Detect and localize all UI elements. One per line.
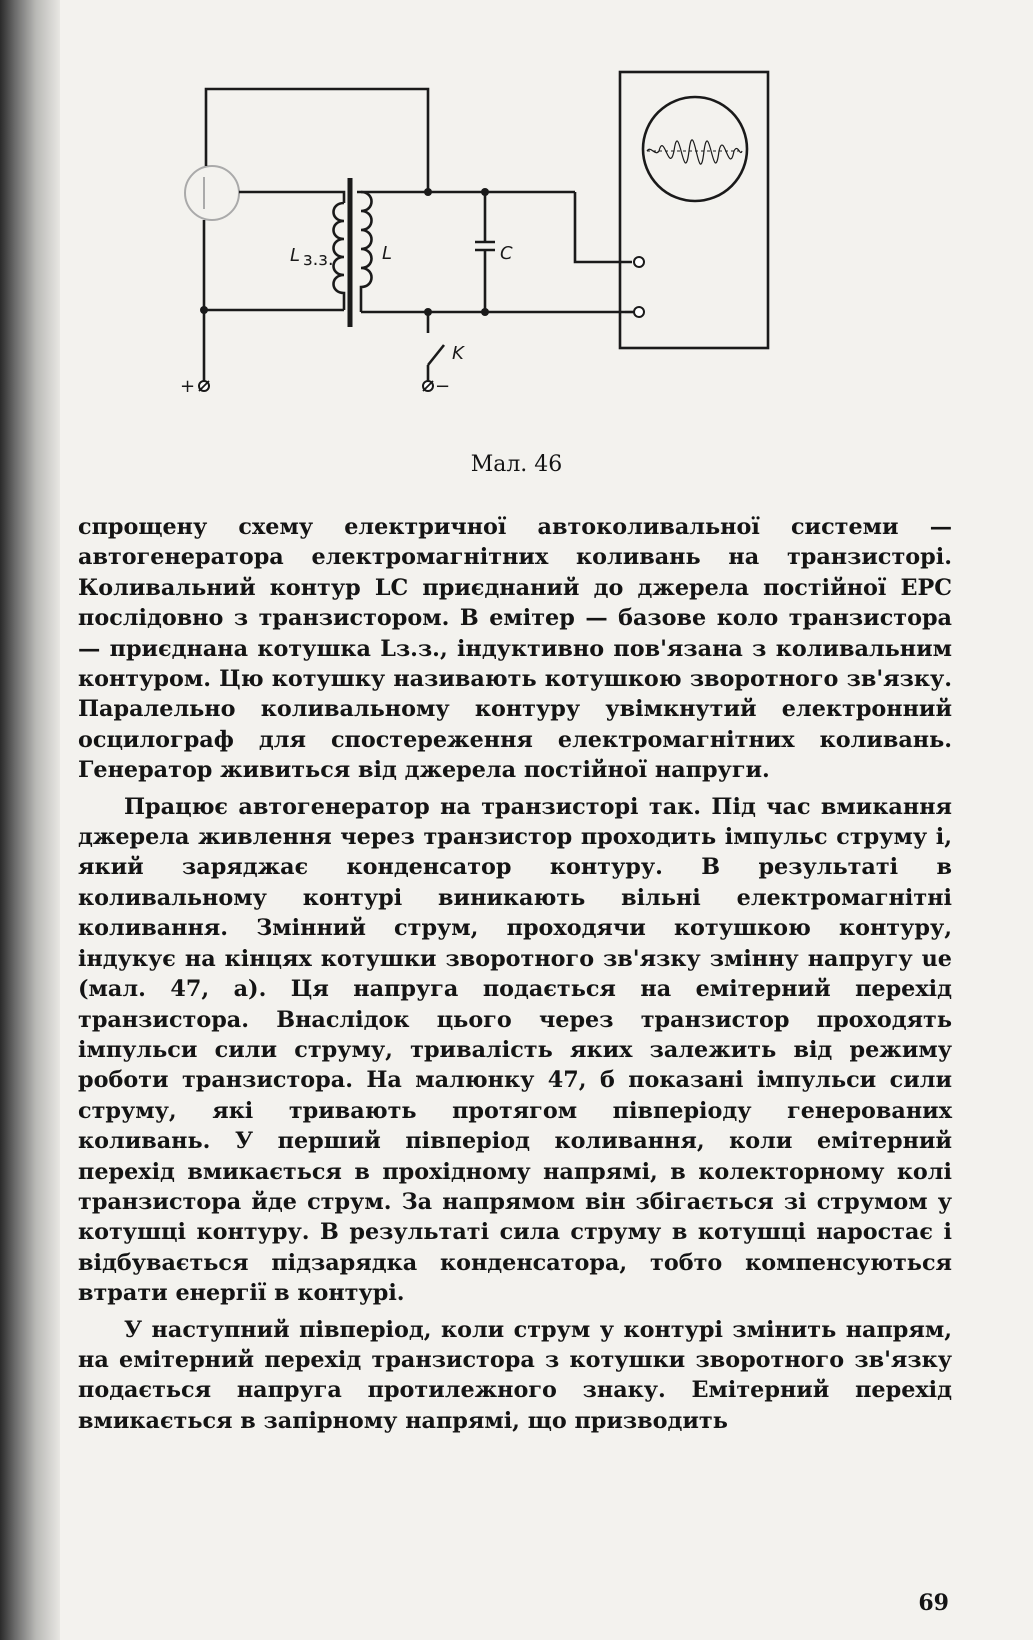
label-feedback-coil: L <box>290 245 301 266</box>
circuit-diagram <box>170 65 810 425</box>
feedback-coil <box>334 203 345 310</box>
page-number: 69 <box>918 1590 949 1616</box>
oscilloscope-screen <box>643 97 747 201</box>
paragraph-1: спрощену схему електричної автоколивальної системи — автогенератора електромагнітних коливань на транзисторі. Коливальний контур LC приєднаний до джерела постійної ЕРС послідовно з транзистором. В емітер — базове коло транзистора — приєднана котушка Lз.з., індуктивно пов'язана з коливальним контуром. Цю котушку називають котушкою зворотного зв'язку. Паралельно коливальному контуру увімкнутий електронний осцилограф для спостереження електромагнітних коливань. Генератор живиться від джерела постійної напруги. <box>78 514 952 784</box>
label-plus: + <box>180 376 196 397</box>
label-key: K <box>452 343 464 364</box>
book-spine-shadow <box>0 0 60 1640</box>
scope-terminal-1 <box>634 257 644 267</box>
transistor-icon <box>185 166 239 220</box>
circuit-svg <box>170 65 810 425</box>
figure-caption: Мал. 46 <box>470 452 563 477</box>
label-coil: L <box>382 243 393 264</box>
oscilloscope <box>620 72 768 348</box>
paragraph-3: У наступний півперіод, коли струм у контурі змінить напрям, на емітерний перехід транзистора з котушки зворотного зв'язку подається напруга протилежного знаку. Емітерний перехід вмикається в запірному напрямі, що призводить <box>78 1316 952 1434</box>
scope-terminal-2 <box>634 307 644 317</box>
label-minus: − <box>435 376 451 397</box>
label-feedback-coil-sub: з.з. <box>303 249 334 270</box>
body-text <box>78 512 952 1442</box>
label-capacitor: C <box>500 243 513 264</box>
paragraph-2: Працює автогенератор на транзисторі так. Під час вмикання джерела живлення через транзистор проходить імпульс струму i, який заряджає конденсатор контуру. В результаті в коливальному контурі виникають вільні електромагнітні коливання. Змінний струм, проходячи котушкою контуру, індукує на кінцях котушки зворотного зв'язку змінну напругу ue (мал. 47, а). Ця напруга подається на емітерний перехід транзистора. Внаслідок цього через транзистор проходять імпульси сили струму, тривалість яких залежить від режиму роботи транзистора. На малюнку 47, б показані імпульси сили струму, які тривають протягом півперіоду генерованих коливань. У перший півперіод коливання, коли емітерний перехід вмикається в прохідному напрямі, в колекторному колі транзистора йде струм. За напрямом він збігається зі струмом у котушці контуру. В результаті сила струму в котушці наростає і відбувається підзарядка конденсатора, тобто компенсуються втрати енергії в контурі. <box>78 793 952 1307</box>
lc-coil <box>357 192 372 312</box>
